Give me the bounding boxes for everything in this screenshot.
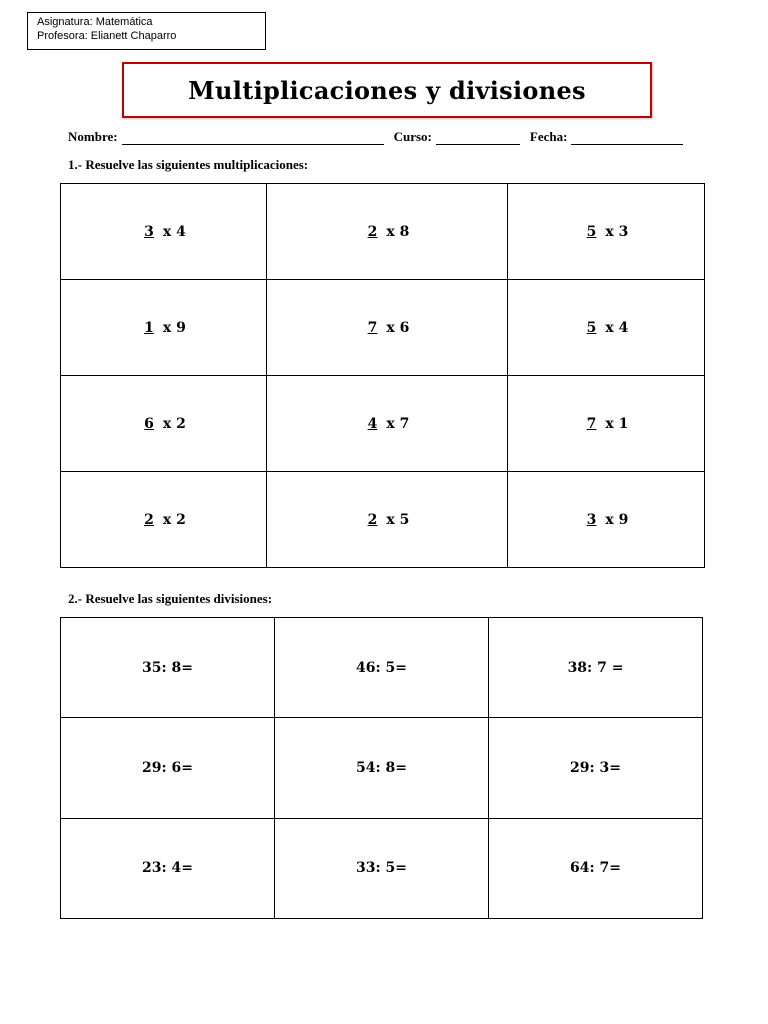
division-cell[interactable]: 23: 4= [61, 818, 275, 918]
multiplier: x 6 [386, 319, 410, 336]
subject-label: Asignatura: Matemática [37, 16, 153, 28]
teacher-label: Profesora: Elianett Chaparro [37, 30, 177, 42]
table-row [61, 184, 705, 280]
multiplication-table [60, 183, 705, 568]
division-cell[interactable]: 64: 7= [489, 818, 703, 918]
division-cell[interactable]: 54: 8= [275, 718, 489, 818]
date-label: Fecha: [529, 129, 568, 144]
multiplication-cell[interactable] [508, 280, 705, 376]
table-row [61, 718, 703, 818]
multiplicand: 1 [144, 319, 154, 336]
title-box [122, 62, 652, 118]
multiplier: x 2 [162, 415, 186, 432]
multiplicand: 3 [586, 511, 597, 528]
multiplicand: 2 [367, 223, 378, 240]
multiplicand: 2 [144, 511, 154, 528]
multiplier: x 4 [162, 223, 186, 240]
date-field[interactable] [571, 132, 683, 145]
multiplier: x 8 [386, 223, 410, 240]
multiplication-cell[interactable] [267, 280, 508, 376]
name-label: Nombre: [68, 129, 118, 144]
multiplicand: 6 [144, 415, 154, 432]
multiplier: x 7 [386, 415, 410, 432]
multiplier: x 9 [605, 511, 629, 528]
division-cell[interactable]: 33: 5= [275, 818, 489, 918]
division-cell[interactable]: 29: 6= [61, 718, 275, 818]
multiplication-cell[interactable] [61, 376, 267, 472]
page-title: Multiplicaciones y divisiones [188, 75, 586, 105]
section-1-title: 1.- Resuelve las siguientes multiplicaciones: [68, 157, 309, 172]
multiplication-cell[interactable] [267, 472, 508, 568]
table-row [61, 376, 705, 472]
multiplicand: 5 [586, 319, 597, 336]
multiplier: x 4 [605, 319, 629, 336]
table-row [61, 472, 705, 568]
multiplicand: 5 [586, 223, 597, 240]
multiplication-cell[interactable] [508, 376, 705, 472]
multiplication-cell[interactable] [267, 184, 508, 280]
student-info-line [68, 129, 708, 145]
multiplication-cell[interactable] [61, 280, 267, 376]
multiplier: x 2 [162, 511, 186, 528]
division-cell[interactable]: 46: 5= [275, 618, 489, 718]
multiplier: x 5 [386, 511, 410, 528]
multiplier: x 3 [605, 223, 629, 240]
multiplicand: 4 [367, 415, 378, 432]
multiplication-cell[interactable] [508, 184, 705, 280]
multiplication-cell[interactable] [61, 472, 267, 568]
multiplier: x 1 [605, 415, 629, 432]
table-row [61, 818, 703, 918]
table-row [61, 618, 703, 718]
multiplicand: 2 [367, 511, 378, 528]
multiplication-cell[interactable] [508, 472, 705, 568]
division-cell[interactable]: 35: 8= [61, 618, 275, 718]
multiplicand: 3 [144, 223, 154, 240]
section-2-title: 2.- Resuelve las siguientes divisiones: [68, 591, 273, 606]
multiplication-cell[interactable] [267, 376, 508, 472]
multiplicand: 7 [586, 415, 597, 432]
division-cell[interactable]: 29: 3= [489, 718, 703, 818]
division-table [60, 617, 703, 919]
multiplier: x 9 [162, 319, 186, 336]
division-cell[interactable]: 38: 7 = [489, 618, 703, 718]
multiplication-cell[interactable] [61, 184, 267, 280]
table-row [61, 280, 705, 376]
name-field[interactable] [122, 132, 384, 145]
header-box [27, 12, 266, 50]
multiplicand: 7 [367, 319, 378, 336]
course-field[interactable] [436, 132, 520, 145]
course-label: Curso: [393, 129, 432, 144]
